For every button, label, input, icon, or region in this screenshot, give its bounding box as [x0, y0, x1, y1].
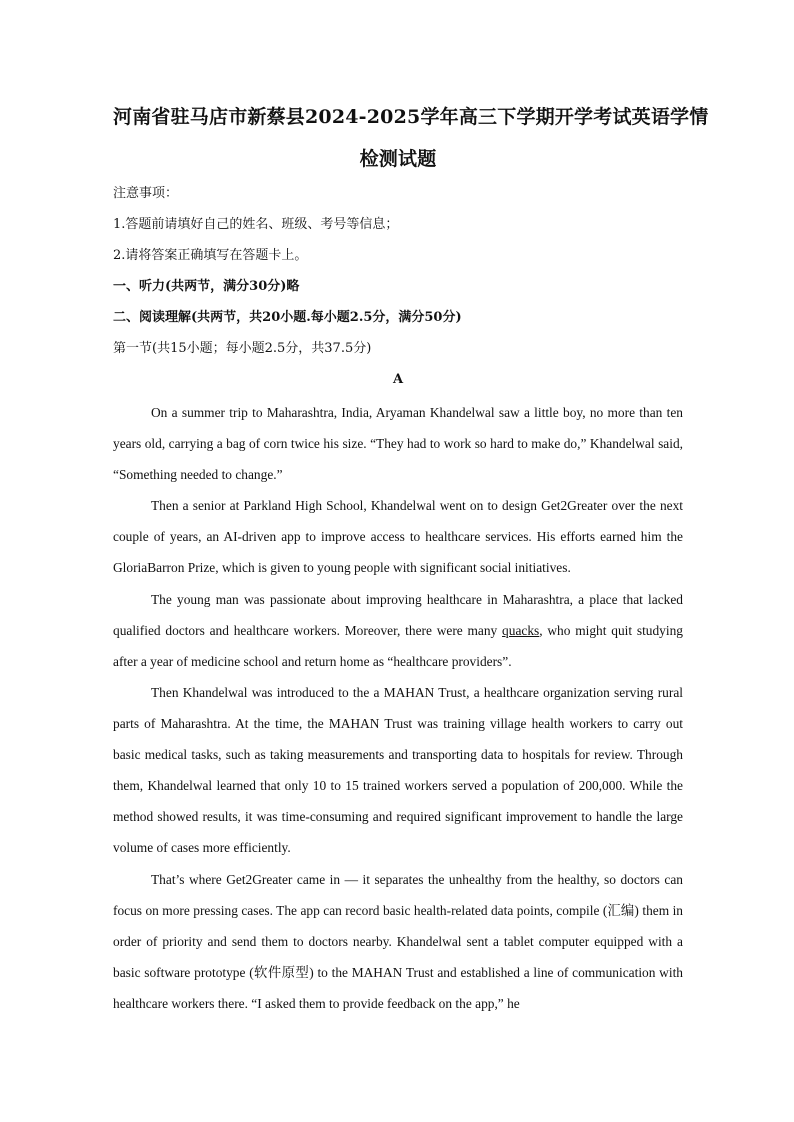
- paragraph-3-text-end: , who might quit studying after a year of medicine school and return home as “healthcare providers”.: [113, 623, 683, 670]
- passage-paragraph-1: On a summer trip to Maharashtra, India, Aryaman Khandelwal saw a little boy, no more than ten years old, carrying a bag of corn twice his size. “They had to work so hard to make do,” Khandelwal said, “Something needed to change.”: [113, 405, 683, 483]
- passage-label: A: [392, 372, 404, 387]
- passage-paragraph-5: That’s where Get2Greater came in — it separates the unhealthy from the healthy, so doctors can focus on more pressing cases. The app can record basic health-related data points, compile (汇编) them in order of priority and send them to doctors nearby. Khandelwal sent a tablet computer equipped with a basic software prototype (软件原型) to the MAHAN Trust and established a line of communication with healthcare workers there. “I asked them to provide feedback on the app,” he: [113, 872, 683, 1012]
- part-reading-heading: 二、阅读理解(共两节，共20小题.每小题2.5分，满分50分): [113, 310, 462, 325]
- section-one-heading: 第一节(共15小题；每小题2.5分，共37.5分): [113, 341, 372, 356]
- paragraph-3-text-start: The young man was passionate about improving healthcare in Maharashtra, a place that lacked qualified doctors and healthcare workers. Moreover, there were many: [113, 592, 683, 639]
- exam-title-line2: 检测试题: [359, 148, 437, 170]
- passage-paragraph-3: [113, 584, 683, 677]
- underlined-word-quacks: quacks: [502, 623, 540, 639]
- notes-item-2: 2.请将答案正确填写在答题卡上。: [113, 248, 308, 263]
- notes-item-1: 1.答题前请填好自己的姓名、班级、考号等信息；: [113, 217, 399, 232]
- notes-heading: 注意事项：: [113, 186, 179, 201]
- exam-title-line1: 河南省驻马店市新蔡县2024-2025学年高三下学期开学考试英语学情: [113, 106, 709, 128]
- passage-paragraph-2: Then a senior at Parkland High School, Khandelwal went on to design Get2Greater over the next couple of years, an AI-driven app to improve access to healthcare services. His efforts earned him the GloriaBarron Prize, which is given to young people with significant social initiatives.: [113, 498, 683, 576]
- part-listening-heading: 一、听力(共两节，满分30分)略: [113, 279, 300, 294]
- passage-paragraph-4: Then Khandelwal was introduced to the a MAHAN Trust, a healthcare organization serving rural parts of Maharashtra. At the time, the MAHAN Trust was training village health workers to carry out basic medical tasks, such as taking measurements and transporting data to hospitals for review. Through them, Khandelwal learned that only 10 to 15 trained workers served a population of 200,000. While the method showed results, it was time-consuming and required significant improvement to handle the large volume of cases more efficiently.: [113, 685, 683, 856]
